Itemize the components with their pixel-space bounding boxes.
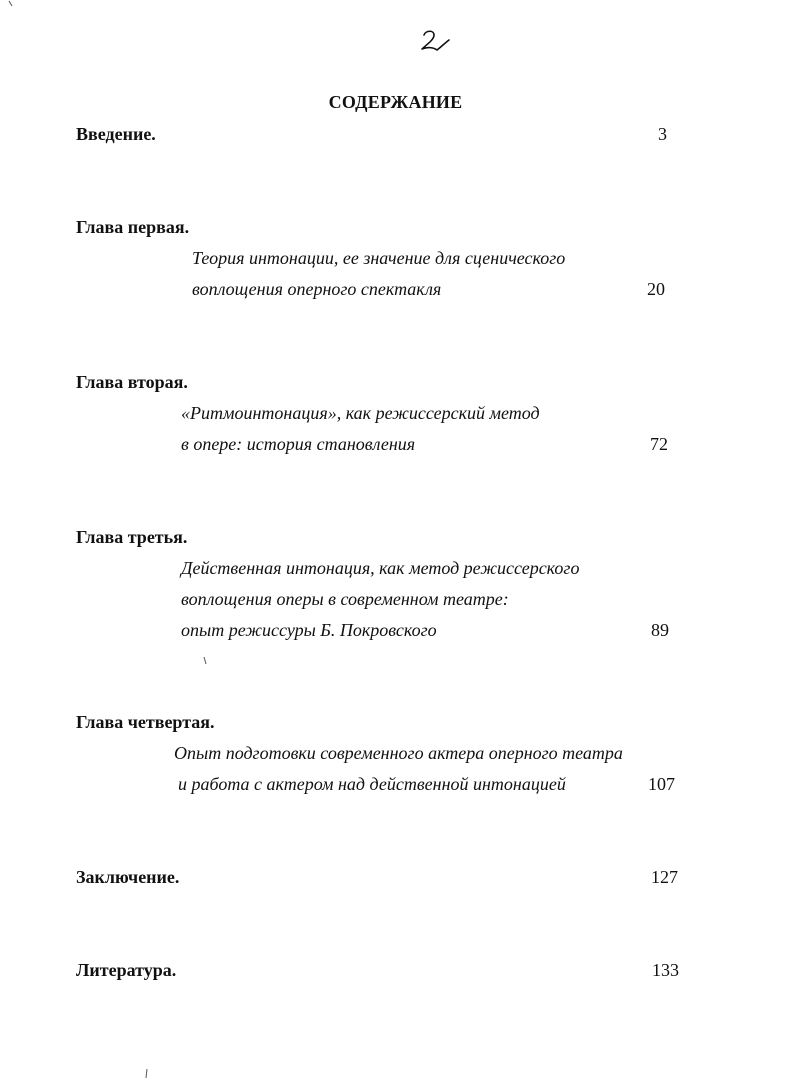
handwritten-page-number [412, 26, 452, 58]
toc-bibliography-label: Литература. [76, 960, 177, 980]
page-title: СОДЕРЖАНИЕ [328, 92, 463, 112]
toc-conclusion-page: 127 [651, 867, 678, 887]
toc-chapter-2-title-line-1: «Ритмоинтонация», как режиссерский метод [181, 403, 540, 423]
scan-speck-middle [202, 656, 208, 666]
toc-chapter-2-page: 72 [650, 434, 668, 454]
toc-chapter-2-title-line-2: в опере: история становления [181, 434, 416, 454]
toc-chapter-1-title-line-1: Теория интонации, ее значение для сценического [192, 248, 566, 268]
toc-chapter-1-page: 20 [647, 279, 665, 299]
toc-chapter-3-label: Глава третья. [76, 527, 188, 547]
toc-chapter-3-title-line-2: воплощения оперы в современном театре: [181, 589, 509, 609]
toc-chapter-4-label: Глава четвертая. [76, 712, 215, 732]
toc-chapter-3-title-line-3: опыт режиссуры Б. Покровского [181, 620, 437, 640]
toc-chapter-3-title-line-1: Действенная интонация, как метод режиссерского [181, 558, 580, 578]
toc-chapter-3-page: 89 [651, 620, 669, 640]
toc-chapter-2-label: Глава вторая. [76, 372, 188, 392]
toc-chapter-4-title-line-1: Опыт подготовки современного актера оперного театра [174, 743, 623, 763]
toc-chapter-1-label: Глава первая. [76, 217, 190, 237]
toc-introduction-label: Введение. [76, 124, 156, 144]
toc-chapter-1-title-line-2: воплощения оперного спектакля [192, 279, 442, 299]
toc-bibliography-page: 133 [652, 960, 679, 980]
toc-conclusion-label: Заключение. [76, 867, 180, 887]
toc-chapter-4-page: 107 [648, 774, 675, 794]
toc-introduction-page: 3 [658, 124, 667, 144]
toc-chapter-4-title-line-2: и работа с актером над действенной интонацией [178, 774, 566, 794]
scan-speck-top-left [8, 0, 14, 8]
scan-speck-bottom [144, 1068, 150, 1080]
